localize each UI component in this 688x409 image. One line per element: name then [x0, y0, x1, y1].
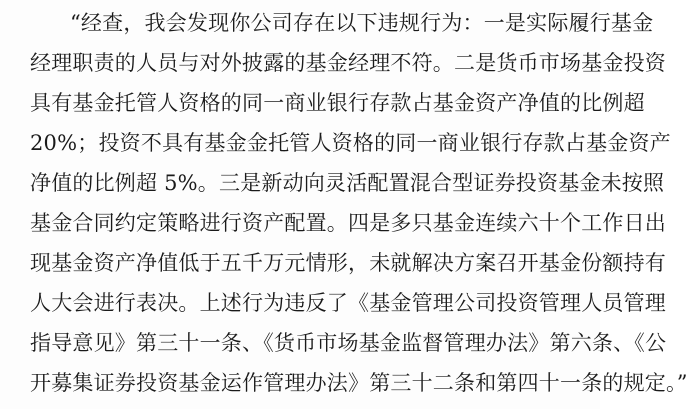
text-line-6: 基金合同约定策略进行资产配置。四是多只基金连续六十个工作日出: [30, 211, 666, 235]
text-line-2: 经理职责的人员与对外披露的基金经理不符。二是货币市场基金投资: [30, 51, 666, 75]
text-line-8: 人大会进行表决。上述行为违反了《基金管理公司投资管理人员管理: [30, 291, 666, 315]
text-line-9: 指导意见》第三十一条、《货币市场基金监督管理办法》第六条、《公: [30, 331, 667, 355]
text-line-5: 净值的比例超 5%。三是新动向灵活配置混合型证券投资基金未按照: [30, 171, 665, 195]
text-line-4: 20%；投资不具有基金金托管人资格的同一商业银行存款占基金资产: [30, 131, 671, 155]
text-line-7: 现基金资产净值低于五千万元情形，未就解决方案召开基金份额持有: [30, 251, 666, 275]
text-line-3: 具有基金托管人资格的同一商业银行存款占基金资产净值的比例超: [30, 91, 645, 115]
text-line-1: “经查，我会发现你公司存在以下违规行为：一是实际履行基金: [70, 11, 654, 35]
text-line-10: 开募集证券投资基金运作管理办法》第三十二条和第四十一条的规定。”: [30, 371, 688, 395]
